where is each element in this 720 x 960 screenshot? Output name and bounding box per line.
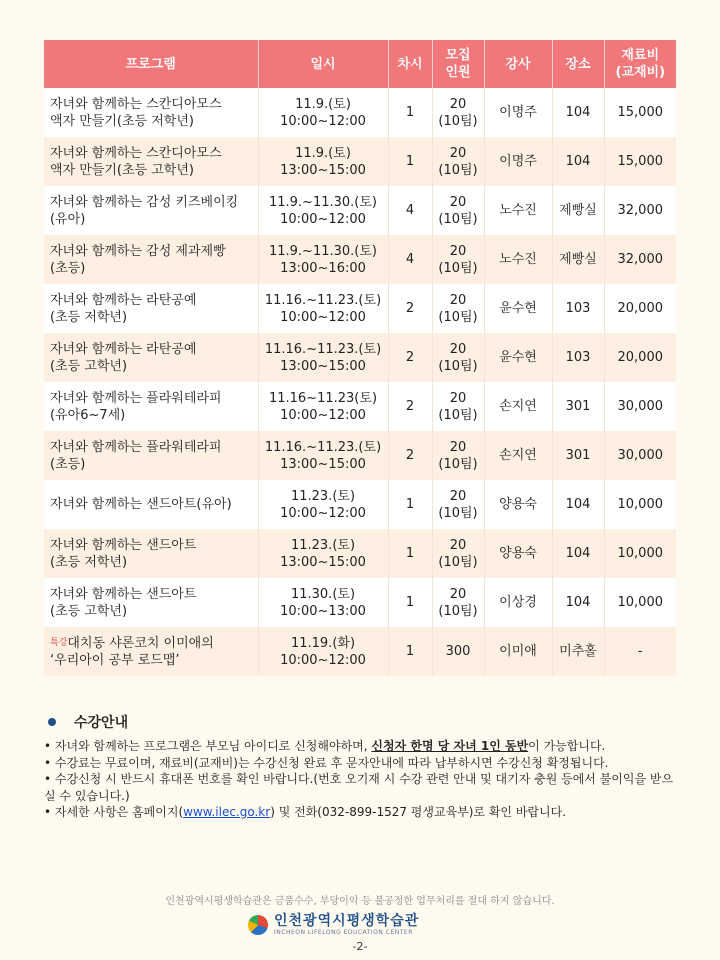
- companion-rule: 신청자 한명 당 자녀 1인 동반: [371, 739, 529, 753]
- cell-instructor: 손지연: [484, 431, 552, 480]
- cell-instructor: 양용숙: [484, 529, 552, 578]
- footer-notice: 인천광역시평생학습관은 금품수수, 부당이익 등 불공정한 업무처리를 절대 하지 않습니다.: [165, 896, 555, 907]
- cell-place: 104: [552, 578, 604, 627]
- header-instructor: 강사: [484, 40, 552, 88]
- cell-capacity: 20 (10팀): [432, 284, 484, 333]
- cell-sessions: 2: [388, 382, 432, 431]
- cell-instructor: 손지연: [484, 382, 552, 431]
- cell-fee: 15,000: [604, 137, 676, 186]
- cell-place: 104: [552, 529, 604, 578]
- cell-capacity: 20 (10팀): [432, 333, 484, 382]
- cell-sessions: 1: [388, 480, 432, 529]
- homepage-link[interactable]: www.ilec.go.kr: [183, 805, 271, 819]
- cell-capacity: 20 (10팀): [432, 186, 484, 235]
- cell-program: 자녀와 함께하는 라탄공예 (초등 고학년): [44, 333, 258, 382]
- cell-sessions: 2: [388, 431, 432, 480]
- table-row: [44, 578, 676, 627]
- cell-fee: 15,000: [604, 88, 676, 137]
- cell-program: 자녀와 함께하는 감성 제과제빵 (초등): [44, 235, 258, 284]
- info-bullet-1: • 자녀와 함께하는 프로그램은 부모님 아이디로 신청해야하며, 신청자 한명 당 자녀 1인 동반이 가능합니다.: [44, 739, 606, 753]
- cell-instructor: 이상경: [484, 578, 552, 627]
- header-fee: 재료비 (교재비): [604, 40, 676, 88]
- cell-capacity: 20 (10팀): [432, 88, 484, 137]
- cell-program: $^{특강}$대치동 샤론코치 이미애의 ‘우리아이 공부 로드맵’: [44, 627, 258, 676]
- cell-program: 자녀와 함께하는 스칸디아모스 액자 만들기(초등 저학년): [44, 88, 258, 137]
- cell-date: 11.9.~11.30.(토) 10:00~12:00: [258, 186, 388, 235]
- table-row: [44, 284, 676, 333]
- cell-place: 제빵실: [552, 235, 604, 284]
- cell-fee: 30,000: [604, 382, 676, 431]
- logo-korean-text: 인천광역시평생학습관: [274, 913, 420, 929]
- cell-program: 자녀와 함께하는 감성 키즈베이킹 (유아): [44, 186, 258, 235]
- cell-place: 104: [552, 480, 604, 529]
- cell-sessions: 1: [388, 529, 432, 578]
- info-heading: [44, 712, 684, 732]
- cell-date: 11.16.~11.23.(토) 13:00~15:00: [258, 333, 388, 382]
- cell-capacity: 20 (10팀): [432, 137, 484, 186]
- cell-sessions: 4: [388, 235, 432, 284]
- cell-capacity: 20 (10팀): [432, 480, 484, 529]
- table-row: [44, 235, 676, 284]
- cell-program: 자녀와 함께하는 샌드아트(유아): [44, 480, 258, 529]
- cell-capacity: 20 (10팀): [432, 578, 484, 627]
- cell-sessions: 1: [388, 578, 432, 627]
- cell-date: 11.16.~11.23.(토) 13:00~15:00: [258, 431, 388, 480]
- table-row: [44, 480, 676, 529]
- info-bullet-4: • 자세한 사항은 홈페이지(www.ilec.go.kr) 및 전화(032-899-1527 평생교육부)로 확인 바랍니다.: [44, 805, 567, 819]
- cell-fee: 20,000: [604, 333, 676, 382]
- institution-logo: [248, 914, 419, 936]
- table-row: [44, 137, 676, 186]
- cell-date: 11.23.(토) 13:00~15:00: [258, 529, 388, 578]
- cell-instructor: 노수진: [484, 186, 552, 235]
- cell-sessions: 2: [388, 284, 432, 333]
- cell-date: 11.30.(토) 10:00~13:00: [258, 578, 388, 627]
- cell-instructor: 노수진: [484, 235, 552, 284]
- cell-instructor: 양용숙: [484, 480, 552, 529]
- cell-fee: 10,000: [604, 578, 676, 627]
- cell-sessions: 1: [388, 137, 432, 186]
- info-bullet-2: • 수강료는 무료이며, 재료비(교재비)는 수강신청 완료 후 문자안내에 따라 납부하시면 수강신청 확정됩니다.: [44, 755, 609, 770]
- cell-date: 11.9.(토) 13:00~15:00: [258, 137, 388, 186]
- logo-english-text: INCHEON LIFELONG EDUCATION CENTER: [274, 929, 413, 936]
- table-row: [44, 529, 676, 578]
- cell-fee: 10,000: [604, 480, 676, 529]
- cell-program: 자녀와 함께하는 샌드아트 (초등 고학년): [44, 578, 258, 627]
- info-bullet-3: • 수강신청 시 반드시 휴대폰 번호를 확인 바랍니다.(번호 오기재 시 수강 관련 안내 및 대기자 충원 등에서 불이익을 받으실 수 있습니다.): [44, 772, 674, 803]
- info-title: 수강안내: [74, 715, 129, 731]
- cell-sessions: 1: [388, 88, 432, 137]
- cell-program: 자녀와 함께하는 라탄공예 (초등 저학년): [44, 284, 258, 333]
- cell-place: 104: [552, 137, 604, 186]
- bullet-dot-icon: [48, 718, 56, 726]
- cell-instructor: 이명주: [484, 137, 552, 186]
- cell-fee: 10,000: [604, 529, 676, 578]
- header-program: 프로그램: [44, 40, 258, 88]
- table-row: [44, 382, 676, 431]
- cell-place: 301: [552, 382, 604, 431]
- cell-fee: 32,000: [604, 186, 676, 235]
- table-header-row: [44, 40, 676, 88]
- cell-instructor: 윤수현: [484, 284, 552, 333]
- cell-program: 자녀와 함께하는 샌드아트 (초등 저학년): [44, 529, 258, 578]
- cell-fee: 32,000: [604, 235, 676, 284]
- table-row: [44, 186, 676, 235]
- cell-instructor: 윤수현: [484, 333, 552, 382]
- special-lecture-tag: 특강: [50, 637, 68, 648]
- cell-capacity: 20 (10팀): [432, 529, 484, 578]
- cell-capacity: 20 (10팀): [432, 235, 484, 284]
- cell-capacity: 20 (10팀): [432, 431, 484, 480]
- cell-date: 11.9.~11.30.(토) 13:00~16:00: [258, 235, 388, 284]
- header-capacity: 모집 인원: [432, 40, 484, 88]
- enrollment-info: [44, 712, 684, 821]
- cell-date: 11.23.(토) 10:00~12:00: [258, 480, 388, 529]
- cell-date: 11.16~11.23(토) 10:00~12:00: [258, 382, 388, 431]
- table-row: [44, 333, 676, 382]
- cell-place: 미추홀: [552, 627, 604, 676]
- cell-program: 자녀와 함께하는 스칸디아모스 액자 만들기(초등 고학년): [44, 137, 258, 186]
- cell-program: 자녀와 함께하는 플라워테라피 (초등): [44, 431, 258, 480]
- cell-sessions: 2: [388, 333, 432, 382]
- cell-place: 103: [552, 333, 604, 382]
- cell-place: 103: [552, 284, 604, 333]
- cell-fee: -: [604, 627, 676, 676]
- cell-instructor: 이미애: [484, 627, 552, 676]
- logo-emblem-icon: [248, 915, 268, 935]
- program-table: [44, 40, 676, 676]
- table-row: [44, 88, 676, 137]
- table-row-special: [44, 627, 676, 676]
- cell-place: 제빵실: [552, 186, 604, 235]
- cell-place: 301: [552, 431, 604, 480]
- header-date: 일시: [258, 40, 388, 88]
- cell-sessions: 4: [388, 186, 432, 235]
- cell-fee: 30,000: [604, 431, 676, 480]
- cell-date: 11.16.~11.23.(토) 10:00~12:00: [258, 284, 388, 333]
- cell-place: 104: [552, 88, 604, 137]
- cell-fee: 20,000: [604, 284, 676, 333]
- cell-sessions: 1: [388, 627, 432, 676]
- cell-capacity: 20 (10팀): [432, 382, 484, 431]
- cell-date: 11.9.(토) 10:00~12:00: [258, 88, 388, 137]
- table-row: [44, 431, 676, 480]
- cell-capacity: 300: [432, 627, 484, 676]
- cell-program: 자녀와 함께하는 플라워테라피 (유아6~7세): [44, 382, 258, 431]
- cell-date: 11.19.(화) 10:00~12:00: [258, 627, 388, 676]
- cell-instructor: 이명주: [484, 88, 552, 137]
- header-sessions: 차시: [388, 40, 432, 88]
- header-place: 장소: [552, 40, 604, 88]
- page-number: -2-: [352, 940, 368, 953]
